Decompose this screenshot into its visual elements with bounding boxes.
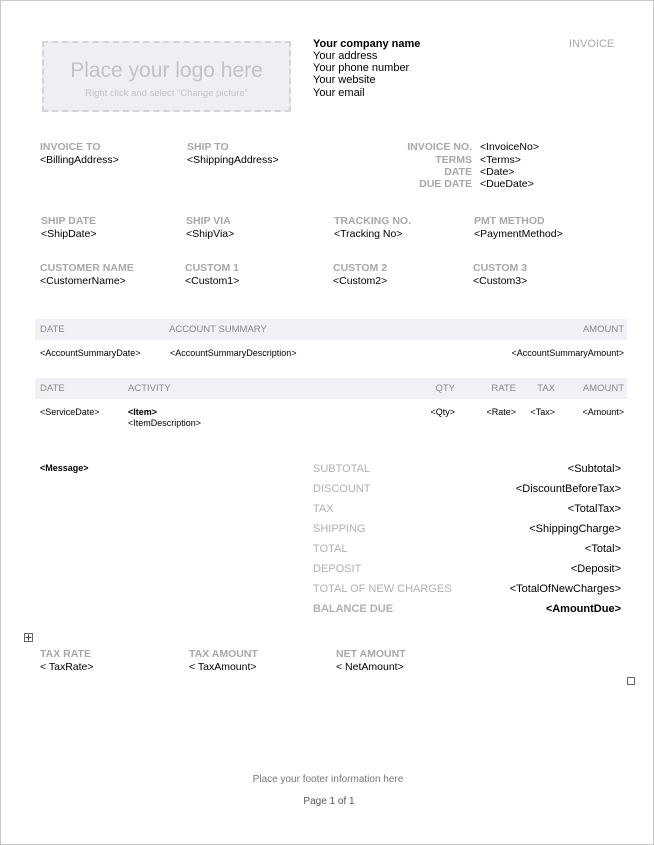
tracking-no-label: TRACKING NO. [334,215,411,227]
company-website: Your website [313,74,376,86]
activity-date-header: DATE [40,383,65,394]
activity-activity-header: ACTIVITY [128,383,171,394]
logo-placeholder-title: Place your logo here [70,59,263,82]
tax-amount-label: TAX AMOUNT [189,648,258,660]
invoice-no-label: INVOICE NO. [407,141,472,153]
table-move-handle-icon[interactable] [24,633,33,642]
shipping-address: <ShippingAddress> [187,154,279,166]
activity-tax: <Tax> [530,407,555,417]
deposit-value: <Deposit> [570,563,621,575]
custom3-label: CUSTOM 3 [473,262,528,274]
company-name: Your company name [313,38,421,50]
tax-amount-value: < TaxAmount> [189,661,257,673]
page-number: Page 1 of 1 [303,796,355,807]
balance-due-value: <AmountDue> [545,603,621,615]
footer-info: Place your footer information here [252,774,404,785]
total-label: TOTAL [313,543,348,555]
ship-to-label: SHIP TO [187,141,229,153]
custom3-value: <Custom3> [473,275,528,287]
tax-rate-value: < TaxRate> [40,661,94,673]
date-value: <Date> [480,166,515,178]
ship-date-label: SHIP DATE [41,215,97,227]
net-amount-value: < NetAmount> [336,661,404,673]
activity-amount: <Amount> [582,407,624,417]
custom1-value: <Custom1> [185,275,240,287]
shipping-label: SHIPPING [313,523,366,535]
invoice-to-label: INVOICE TO [40,141,101,153]
discount-label: DISCOUNT [313,483,371,495]
tax-value: <TotalTax> [567,503,621,515]
total-new-charges-label: TOTAL OF NEW CHARGES [313,583,452,595]
subtotal-label: SUBTOTAL [313,463,371,475]
message: <Message> [40,463,89,473]
ship-date-value: <ShipDate> [41,228,97,240]
account-summary-header-title: ACCOUNT SUMMARY [169,324,267,335]
due-date-value: <DueDate> [480,178,534,190]
customer-name-label: CUSTOMER NAME [40,262,134,274]
shipping-value: <ShippingCharge> [529,523,621,535]
discount-value: <DiscountBeforeTax> [515,483,621,495]
tracking-no-value: <Tracking No> [334,228,403,240]
tax-label: TAX [313,503,334,515]
company-email: Your email [313,87,365,99]
deposit-label: DEPOSIT [313,563,362,575]
activity-qty-header: QTY [435,383,455,394]
date-label: DATE [444,166,472,178]
custom2-value: <Custom2> [333,275,388,287]
customer-name-value: <CustomerName> [40,275,126,287]
account-summary-amount: <AccountSummaryAmount> [511,348,624,358]
company-phone: Your phone number [313,62,410,74]
total-value: <Total> [584,543,621,555]
activity-amount-header: AMOUNT [582,383,624,394]
billing-address: <BillingAddress> [40,154,119,166]
account-summary-date: <AccountSummaryDate> [40,348,141,358]
custom2-label: CUSTOM 2 [333,262,388,274]
activity-item-description: <ItemDescription> [128,418,202,428]
activity-qty: <Qty> [430,407,455,417]
net-amount-label: NET AMOUNT [336,648,406,660]
activity-item: <Item> [128,407,158,417]
tax-rate-label: TAX RATE [40,648,91,660]
account-summary-amount-header: AMOUNT [582,324,624,335]
payment-method-value: <PaymentMethod> [474,228,563,240]
logo-placeholder[interactable] [42,41,291,112]
payment-method-label: PMT METHOD [474,215,545,227]
total-new-charges-value: <TotalOfNewCharges> [509,583,621,595]
activity-service-date: <ServiceDate> [40,407,100,417]
activity-tax-header: TAX [537,383,555,394]
logo-placeholder-hint: Right click and select “Change picture” [85,88,248,99]
account-summary-date-header: DATE [40,324,65,335]
terms-value: <Terms> [480,154,521,166]
activity-rate-header: RATE [491,383,516,394]
terms-label: TERMS [435,154,472,166]
ship-via-label: SHIP VIA [186,215,231,227]
table-resize-handle-icon[interactable] [627,677,635,685]
invoice-no-value: <InvoiceNo> [480,141,539,153]
activity-rate: <Rate> [486,407,516,417]
ship-via-value: <ShipVia> [186,228,235,240]
custom1-label: CUSTOM 1 [185,262,240,274]
company-address: Your address [313,50,378,62]
document-title: INVOICE [569,38,615,50]
subtotal-value: <Subtotal> [567,463,621,475]
balance-due-label: BALANCE DUE [313,603,394,615]
account-summary-description: <AccountSummaryDescription> [170,348,297,358]
due-date-label: DUE DATE [419,178,472,190]
